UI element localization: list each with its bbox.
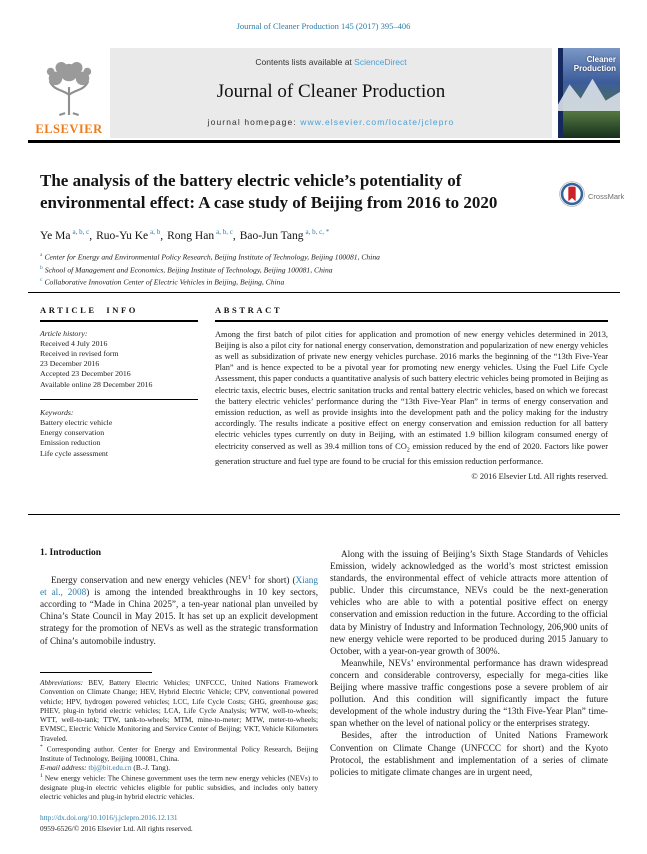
author-affiliation-sup: a, b, c, * <box>305 228 330 236</box>
abstract-heading: ABSTRACT <box>215 305 283 315</box>
abstract-block-divider <box>28 514 620 515</box>
article-info-heading: ARTICLE INFO <box>40 305 139 315</box>
journal-reference: Journal of Cleaner Production 145 (2017) 395–406 <box>236 21 411 31</box>
keyword: Life cycle assessment <box>40 448 108 458</box>
journal-title: Journal of Cleaner Production <box>216 81 446 102</box>
elsevier-tree-icon <box>42 60 96 121</box>
author <box>167 230 240 242</box>
footnotes-block <box>40 672 318 802</box>
author-list <box>40 228 580 242</box>
article-title-line2: environmental effect: A case study of Beijing from 2016 to 2020 <box>40 192 498 212</box>
body-column-right <box>330 548 608 778</box>
journal-header <box>28 48 620 138</box>
keywords-label: Keywords: <box>40 407 74 417</box>
body-paragraph: Along with the issuing of Beijing’s Sixth Stage Standards of Vehicles Emission, widely acknowledged as the world’s most strictest emission standards, the environmental effect of vehicle attracts more attention of public. Under this circumstance, NEVs could be the next-generation vehicles who are able to with a potential positive effect on energy conservation and emission reduction in the future. According to the official data by Ministry of Industry and Information Technology, 206,900 units of new energy vehicle were reported to be produced during 2015 January to October, with a year-on-year growth of 300%. <box>330 549 608 656</box>
elsevier-wordmark: ELSEVIER <box>35 122 103 136</box>
corresponding-marker: * <box>40 744 43 751</box>
cover-title: Cleaner Production <box>573 55 616 74</box>
contents-line <box>110 57 552 67</box>
affiliation-sup: c <box>40 277 43 284</box>
author-affiliation-sup: a, b, c <box>216 228 233 236</box>
history-line: 23 December 2016 <box>40 359 100 369</box>
author-separator: , <box>232 229 236 242</box>
journal-banner <box>110 48 552 138</box>
info-abstract-block <box>40 305 608 481</box>
journal-cover-thumbnail[interactable] <box>558 48 620 138</box>
body-paragraph: Meanwhile, NEVs’ environmental performance has drawn widespread concern and considerable controversy, especially for mega-cities like Beijing where massive traffic congestions pose a severe problem of air pollution. And this condition will significantly impact the future development of the whole industry during the “13th Five-Year Plan” time-span whether on the level of national policy or the enterprises strategy. <box>330 657 608 729</box>
author <box>96 230 167 242</box>
affiliation <box>40 275 580 288</box>
affiliation-text: Center for Energy and Environmental Policy Research, Beijing Institute of Technology, Beijing 100081, China <box>44 252 380 262</box>
keywords-divider <box>40 399 198 400</box>
keyword: Energy conservation <box>40 428 105 438</box>
author-affiliation-sup: a, b <box>150 228 161 236</box>
email-link[interactable]: tbj@bit.edu.cn <box>88 763 132 773</box>
article-info-rule <box>40 320 198 322</box>
issn-copyright: 0959-6526/© 2016 Elsevier Ltd. All rights reserved. <box>40 824 193 833</box>
body-paragraph: Besides, after the introduction of United Nations Framework Convention on Climate Change (UNFCCC for short) and the Kyoto Protocol, the establishment and implementation of a series of climate policies to mitigate climate changes are in urgent need, <box>330 730 608 777</box>
abbreviations-text: BEV, Battery Electric Vehicles; UNFCCC, United Nations Framework Convention on Climate Change; HEV, Hybrid Electric Vehicle; CPV, conventional powered vehicle; HPV, hydrogen powered vehicles; LCC, Life Cycle Costs; GHG, greenhouse gas; PHEV, plug-in hybrid electric vehicles; LCA, Life Cycle Analysis; WTW, well-to-wheels; WTT, well-to-tank; TTW, tank-to-wheels; MTM, mine-to-meter; MTW, meter-to-wheels; EVMSC, Electric Vehicle Monitoring and Service Center of Beijing; VKT, Vehicle Kilometers Traveled. <box>40 678 318 743</box>
corresponding-text: Corresponding author. Center for Energy and Environmental Policy Research, Beijing Institute of Technology, Beijing 100081, China. <box>40 744 318 763</box>
author-separator: , <box>89 229 93 242</box>
abbreviations-footnote <box>40 678 318 743</box>
affiliation-list <box>40 250 580 288</box>
abstract-body-1: Among the first batch of pilot cities for application and promotion of new energy vehicles determined in 2013, Beijing is also a pilot city for national energy conservation, demonstration and popularization of new energy vehicles as well as subsidization of private new energy vehicles purchase. 2016 marks the beginning of the “13th Five-Year Plan” and is hence expected to be a pivotal year for promoting new energy vehicles. Using the Fuel Life Cycle Assessment, this paper conducts a quantitative analysis of such battery electric vehicles being promoted in Beijing as electric taxis, electric buses, electric sanitation trucks and rental battery electric vehicles, based on which we forecast the battery electric vehicles’ performance during the “13th Five-Year Plan” in terms of energy conservation and emission reduction, as well as provide insights into the development path and the policy making for the industry accordingly. The results indicate a positive effect on energy conservation and emission reduction for all battery electric vehicles types currently on duty in Beijing, with an estimated 1.9 billion kilogram consumed energy of electricity conserved as well as 39.4 million tons of CO <box>215 329 608 451</box>
article-title-line1: The analysis of the battery electric vehicle’s potentiality of <box>40 171 462 190</box>
affiliation-text: Collaborative Innovation Center of Electric Vehicles in Beijing, Beijing, China <box>44 277 285 287</box>
author-name: Bao-Jun Tang <box>239 229 304 242</box>
homepage-line <box>110 117 552 127</box>
copyright-line: © 2016 Elsevier Ltd. All rights reserved. <box>471 471 608 481</box>
abbreviations-label: Abbreviations: <box>40 678 84 687</box>
abstract-column <box>215 305 608 481</box>
crossmark-label: CrossMark <box>588 192 625 201</box>
intro-seg2: for short) ( <box>251 575 296 586</box>
author-separator: , <box>160 229 164 242</box>
crossmark-icon <box>559 181 585 212</box>
abstract-rule <box>215 320 608 322</box>
corresponding-author-footnote <box>40 743 318 763</box>
cover-mountain-image <box>558 79 620 111</box>
footnote-1 <box>40 772 318 801</box>
intro-paragraph <box>40 572 318 647</box>
journal-homepage-link[interactable]: www.elsevier.com/locate/jclepro <box>300 117 455 127</box>
article-title <box>40 170 545 213</box>
affiliation-text: School of Management and Economics, Beijing Institute of Technology, Beijing 100081, China <box>44 265 333 275</box>
footnote-divider <box>40 672 152 673</box>
abstract-body-2: emission reduced by the end of 2020. Factors like power generation structure and fuel type are found to be crucial for this emission reduction performance. <box>215 441 608 467</box>
affiliation-sup: a <box>40 252 43 258</box>
article-info-column <box>40 305 198 481</box>
footnote-1-text: New energy vehicle: The Chinese government uses the term new energy vehicles (NEVs) to designate plug-in electric vehicles eligible for public subsidies, and includes only battery electric vehicles and plug-in hybrid electric vehicles. <box>40 773 318 802</box>
abstract-text <box>215 329 608 468</box>
author-name: Ruo-Yu Ke <box>96 229 149 242</box>
title-block-divider <box>28 292 620 293</box>
contents-prefix: Contents lists available at <box>255 57 355 67</box>
co2-subscript: 2 <box>406 447 410 454</box>
affiliation-sup: b <box>40 264 43 271</box>
footnote-1-marker[interactable]: 1 <box>247 574 252 581</box>
email-label: E-mail address: <box>40 763 89 773</box>
author <box>40 230 96 242</box>
history-line: Available online 28 December 2016 <box>40 379 153 389</box>
author-name: Ye Ma <box>40 229 71 242</box>
affiliation <box>40 250 580 263</box>
email-footnote <box>40 763 318 772</box>
homepage-prefix: journal homepage: <box>207 117 301 127</box>
section-heading-introduction: 1. Introduction <box>40 548 102 558</box>
sciencedirect-link[interactable]: ScienceDirect <box>354 57 407 67</box>
affiliation <box>40 263 580 276</box>
crossmark-badge[interactable] <box>559 181 627 212</box>
doi-link[interactable]: http://dx.doi.org/10.1016/j.jclepro.2016.12.131 <box>40 813 178 822</box>
keyword: Emission reduction <box>40 438 101 448</box>
intro-seg3: ) is among the intended breakthroughs in 10 key sectors, according to “Made in China 2025”, a ten-year national plan unveiled by China’s State Council in May 2015. It has set up an explicit development strategy for the promotion of NEVs as well as the strategic transformation of China’s automobile industry. <box>40 587 318 646</box>
author <box>240 230 330 242</box>
intro-seg1: Energy conservation and new energy vehicles (NEV <box>51 575 248 586</box>
header-divider <box>28 140 620 143</box>
elsevier-logo[interactable] <box>28 48 110 138</box>
history-line: Accepted 23 December 2016 <box>40 369 131 379</box>
article-history-label: Article history: <box>40 328 88 338</box>
keyword: Battery electric vehicle <box>40 417 113 427</box>
footnote-1-sup: 1 <box>40 773 43 780</box>
author-affiliation-sup: a, b, c <box>72 228 90 236</box>
history-line: Received in revised form <box>40 348 119 358</box>
author-name: Rong Han <box>167 229 215 242</box>
citation-link[interactable]: Xiang et al., 2008 <box>40 575 318 598</box>
page-footer <box>40 813 440 833</box>
email-suffix: (B.-J. Tang). <box>131 763 171 773</box>
history-line: Received 4 July 2016 <box>40 338 108 348</box>
